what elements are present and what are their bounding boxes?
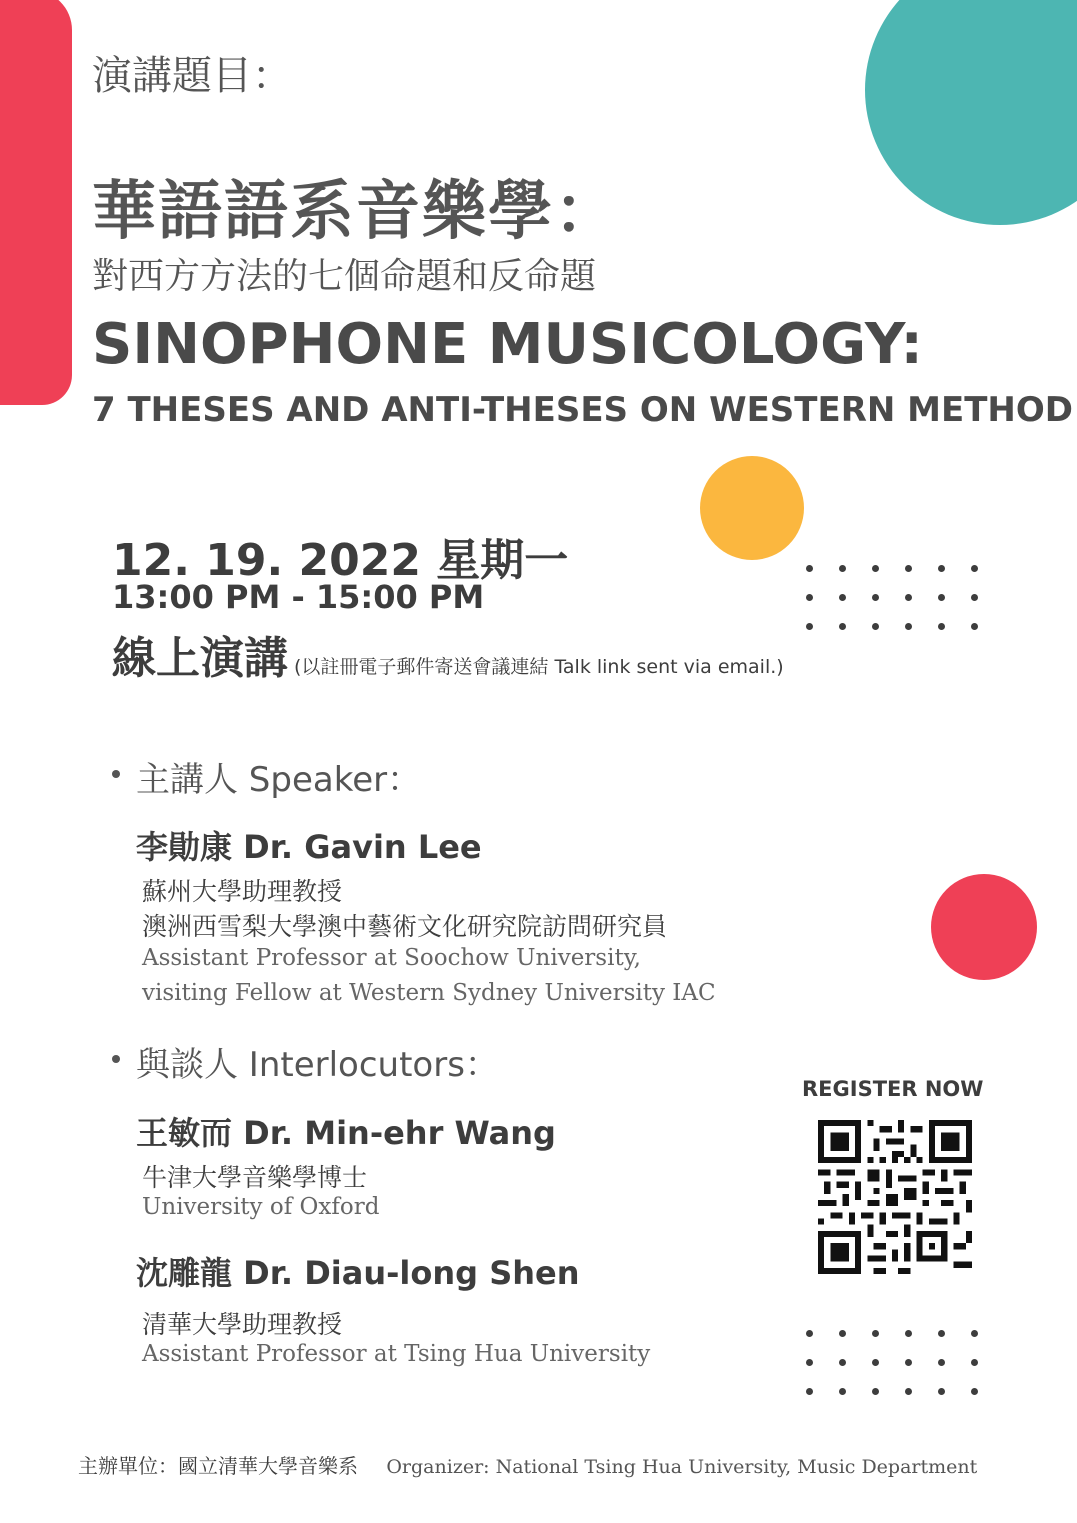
dot-grid-bottom — [806, 1330, 978, 1395]
bullet-icon — [112, 770, 120, 778]
interlocutor-heading: 與談人 Interlocutors： — [136, 1045, 499, 1085]
topic-label: 演講題目： — [92, 53, 292, 99]
qr-code[interactable] — [818, 1120, 972, 1274]
organizer-zh: 主辦單位：國立清華大學音樂系 — [78, 1454, 358, 1478]
speaker-affiliation-zh-2: 澳洲西雪梨大學澳中藝術文化研究院訪問研究員 — [142, 912, 668, 941]
speaker-affiliation-en-2: visiting Fellow at Western Sydney University IAC — [142, 980, 716, 1006]
interlocutor-affiliation-en: University of Oxford — [142, 1194, 380, 1220]
speaker-name: 李勛康 Dr. Gavin Lee — [136, 828, 482, 866]
event-date: 12. 19. 2022 星期一 — [112, 535, 569, 586]
teal-circle — [865, 0, 1077, 225]
subtitle-chinese: 對西方方法的七個命題和反命題 — [92, 256, 597, 297]
red-side-shape — [0, 0, 72, 405]
bullet-icon — [112, 1055, 120, 1063]
speaker-affiliation-en-1: Assistant Professor at Soochow University, — [142, 945, 641, 971]
interlocutor-name: 王敏而 Dr. Min-ehr Wang — [136, 1114, 556, 1152]
event-format: 線上演講 — [112, 633, 288, 684]
event-time: 13:00 PM - 15:00 PM — [112, 578, 485, 616]
qr-code-icon — [818, 1120, 972, 1274]
event-format-row — [112, 622, 784, 686]
title-chinese: 華語語系音樂學： — [92, 175, 620, 249]
footer — [78, 1450, 977, 1479]
yellow-circle — [700, 456, 804, 560]
interlocutor-affiliation-en: Assistant Professor at Tsing Hua University — [142, 1341, 651, 1367]
interlocutor-affiliation-zh: 清華大學助理教授 — [142, 1310, 343, 1339]
title-english: SINOPHONE MUSICOLOGY: — [92, 312, 923, 377]
subtitle-english: 7 THESES AND ANTI-THESES ON WESTERN METHOD — [92, 390, 1074, 430]
interlocutor-affiliation-zh: 牛津大學音樂學博士 — [142, 1163, 368, 1192]
red-circle — [931, 874, 1037, 980]
speaker-heading: 主講人 Speaker： — [136, 760, 422, 800]
organizer-en: Organizer: National Tsing Hua University, Music Department — [386, 1456, 978, 1478]
register-label: REGISTER NOW — [802, 1077, 984, 1101]
event-format-note: (以註冊電子郵件寄送會議連結 Talk link sent via email.) — [294, 656, 784, 678]
speaker-affiliation-zh-1: 蘇州大學助理教授 — [142, 877, 343, 906]
interlocutor-name: 沈雕龍 Dr. Diau-long Shen — [136, 1254, 580, 1292]
dot-grid-top — [806, 565, 978, 630]
